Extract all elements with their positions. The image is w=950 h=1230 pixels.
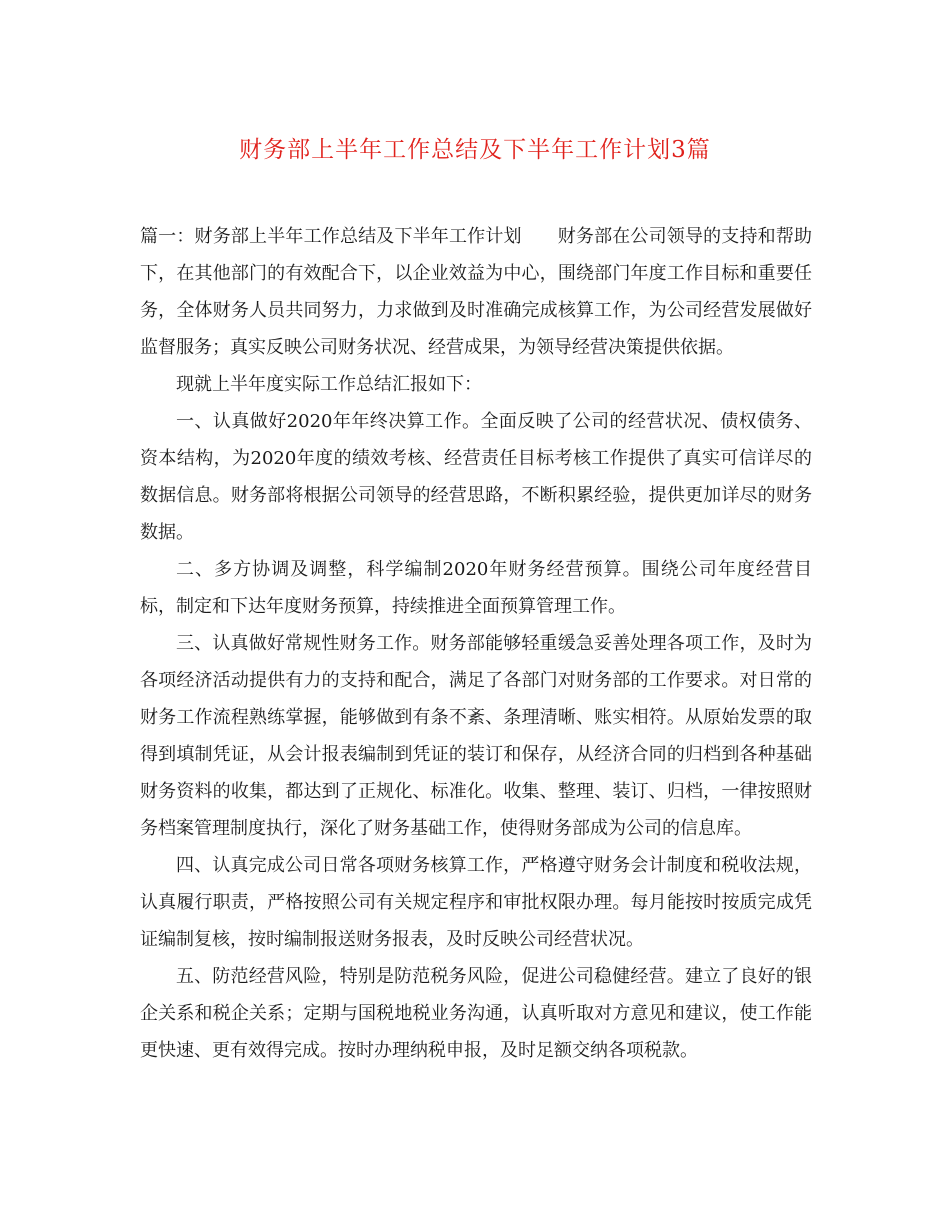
intro-heading: 篇一：财务部上半年工作总结及下半年工作计划 [140,226,522,247]
paragraph-item-3: 三、认真做好常规性财务工作。财务部能够轻重缓急妥善处理各项工作，及时为各项经济活动提供有力的支持和配合，满足了各部门对财务部的工作要求。对日常的财务工作流程熟练掌握，能够做到有条不紊、条理清晰、账实相符。从原始发票的取得到填制凭证，从会计报表编制到凭证的装订和保存，从经济合同的归档到各种基础财务资料的收集，都达到了正规化、标准化。收集、整理、装订、归档，一律按照财务档案管理制度执行，深化了财务基础工作，使得财务部成为公司的信息库。 [140,633,812,839]
document-body [140,218,812,1069]
paragraph-item-1: 一、认真做好2020年年终决算工作。全面反映了公司的经营状况、债权债务、资本结构，为2020年度的绩效考核、经营责任目标考核工作提供了真实可信详尽的数据信息。财务部将根据公司领导的经营思路，不断积累经验，提供更加详尽的财务数据。 [140,411,812,543]
intro-paragraph [140,218,812,366]
paragraph-summary-lead: 现就上半年度实际工作总结汇报如下： [176,374,482,395]
paragraph-item-4: 四、认真完成公司日常各项财务核算工作，严格遵守财务会计制度和税收法规，认真履行职责，严格按照公司有关规定程序和审批权限办理。每月能按时按质完成凭证编制复核，按时编制报送财务报表，及时反映公司经营状况。 [140,855,812,950]
paragraph-item-5: 五、防范经营风险，特别是防范税务风险，促进公司稳健经营。建立了良好的银企关系和税企关系；定期与国税地税业务沟通，认真听取对方意见和建议，使工作能更快速、更有效得完成。按时办理纳税申报，及时足额交纳各项税款。 [140,966,812,1061]
paragraph-item-2: 二、多方协调及调整，科学编制2020年财务经营预算。围绕公司年度经营目标，制定和下达年度财务预算，持续推进全面预算管理工作。 [140,559,812,617]
intro-text: 财务部在公司领导的支持和帮助下，在其他部门的有效配合下，以企业效益为中心，围绕部门年度工作目标和重要任务，全体财务人员共同努力，力求做到及时准确完成核算工作，为公司经营发展做好监督服务；真实反映公司财务状况、经营成果，为领导经营决策提供依据。 [140,226,813,358]
document-title: 财务部上半年工作总结及下半年工作计划3篇 [239,137,711,163]
